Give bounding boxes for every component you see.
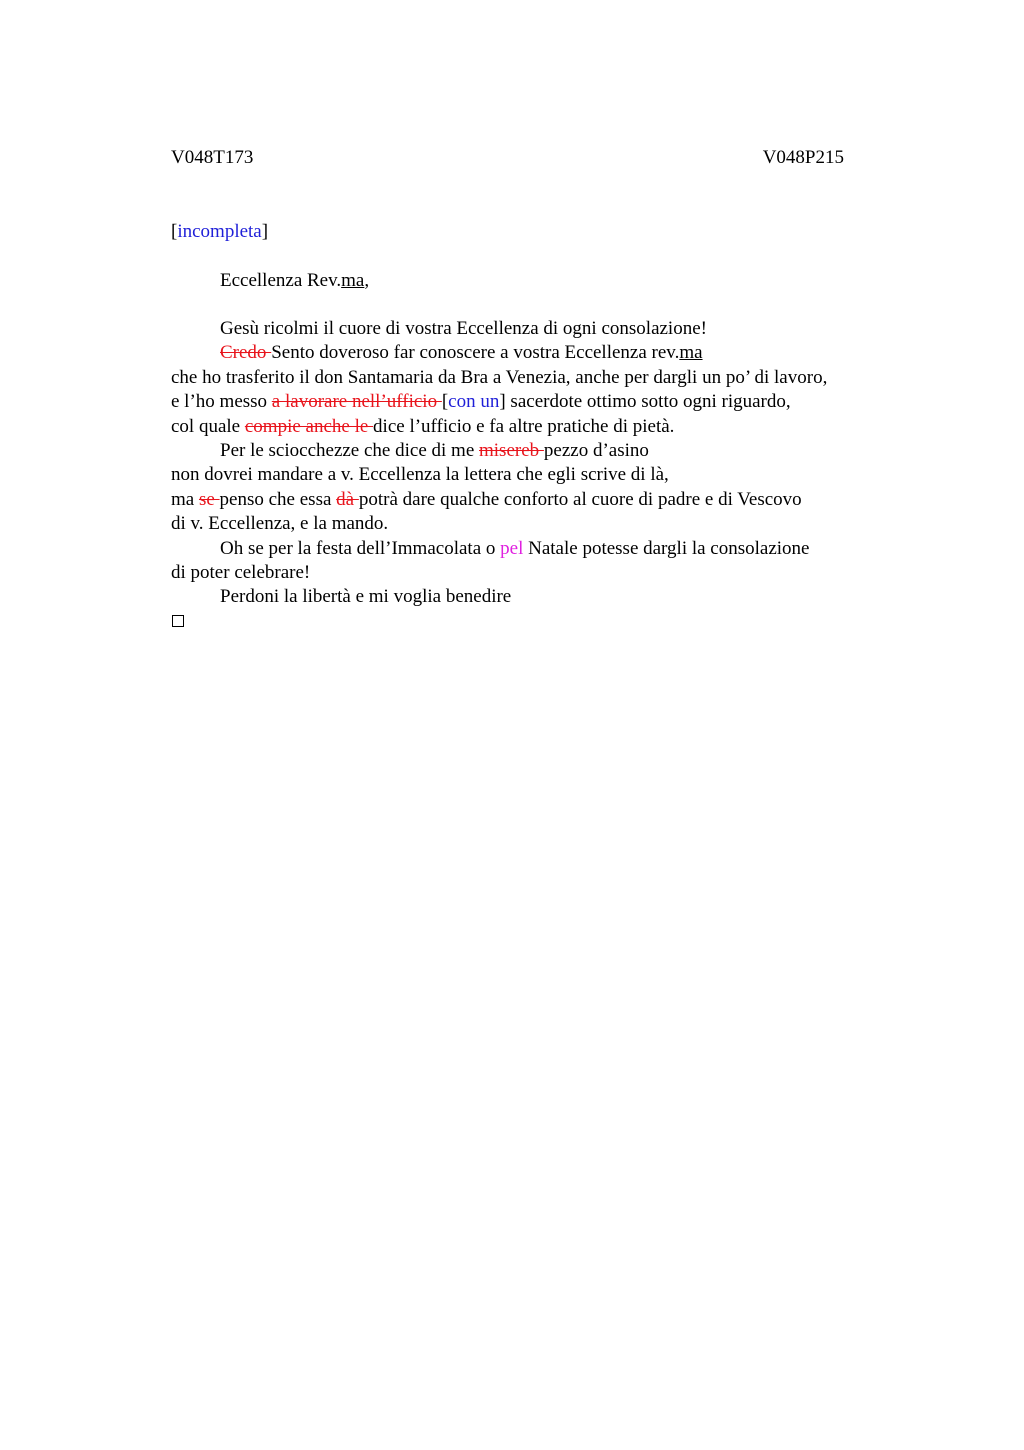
- body-line: [171, 390, 911, 414]
- text-segment: [: [441, 391, 449, 413]
- inserted-text: con un: [448, 391, 500, 413]
- text-segment: ] sacerdote ottimo sotto ogni riguardo,: [499, 391, 791, 413]
- document-code-left: V048T173: [171, 147, 254, 168]
- text-segment: e l’ho messo: [171, 391, 272, 413]
- note-text: incompleta: [177, 221, 262, 242]
- body-line: [171, 585, 911, 609]
- deleted-text: se: [198, 488, 220, 510]
- text-segment: di poter celebrare!: [171, 561, 311, 583]
- text-segment: dice l’ufficio e fa altre pratiche di pietà.: [373, 415, 675, 437]
- document-code-right: V048P215: [762, 147, 844, 168]
- body-line: [171, 415, 911, 439]
- text-segment: che ho trasferito il don Santamaria da Bra a Venezia, anche per dargli un po’ di lavoro,: [171, 366, 828, 388]
- text-segment: Sento doveroso far conoscere a vostra Eccellenza rev.: [271, 342, 680, 364]
- end-mark-line: [171, 610, 911, 634]
- letter-body: [171, 317, 911, 634]
- body-line: [171, 561, 911, 585]
- document-page: [171, 0, 891, 1450]
- text-segment: non dovrei mandare a v. Eccellenza la lettera che egli scrive di là,: [171, 464, 669, 486]
- note-bracket-close: ]: [261, 221, 269, 242]
- deleted-text: compie anche le: [244, 415, 374, 437]
- box-icon: [172, 615, 184, 627]
- deleted-text: Credo: [220, 342, 272, 364]
- text-segment: potrà dare qualche conforto al cuore di padre e di Vescovo: [358, 488, 802, 510]
- salutation-abbr: ma: [341, 270, 365, 291]
- text-segment: penso che essa: [219, 488, 337, 510]
- text-segment: ma: [171, 488, 199, 510]
- body-line: [171, 537, 911, 561]
- body-line: [171, 317, 911, 341]
- body-line: [171, 366, 911, 390]
- text-segment: Per le sciocchezze che dice di me: [220, 439, 479, 461]
- text-segment: Perdoni la libertà e mi voglia benedire: [220, 586, 512, 608]
- underlined-abbr: ma: [679, 342, 703, 364]
- text-segment: Gesù ricolmi il cuore di vostra Eccellenza di ogni consolazione!: [220, 318, 707, 339]
- body-line: [171, 439, 911, 463]
- body-line: [171, 512, 911, 536]
- salutation: [220, 269, 369, 293]
- salutation-text: Eccellenza Rev.: [220, 270, 342, 291]
- body-line: [171, 488, 911, 512]
- editorial-note: [171, 220, 268, 244]
- body-line: [171, 341, 911, 365]
- highlighted-text: pel: [500, 537, 524, 559]
- text-segment: pezzo d’asino: [543, 439, 649, 461]
- deleted-text: dà: [336, 488, 359, 510]
- body-line: [171, 463, 911, 487]
- deleted-text: a lavorare nell’ufficio: [271, 391, 442, 413]
- text-segment: di v. Eccellenza, e la mando.: [171, 513, 389, 535]
- text-segment: Natale potesse dargli la consolazione: [523, 537, 810, 559]
- salutation-tail: ,: [364, 270, 370, 291]
- text-segment: Oh se per la festa dell’Immacolata o: [220, 537, 501, 559]
- text-segment: col quale: [171, 415, 245, 437]
- note-bracket-open: [: [171, 221, 178, 242]
- deleted-text: misereb: [479, 439, 544, 461]
